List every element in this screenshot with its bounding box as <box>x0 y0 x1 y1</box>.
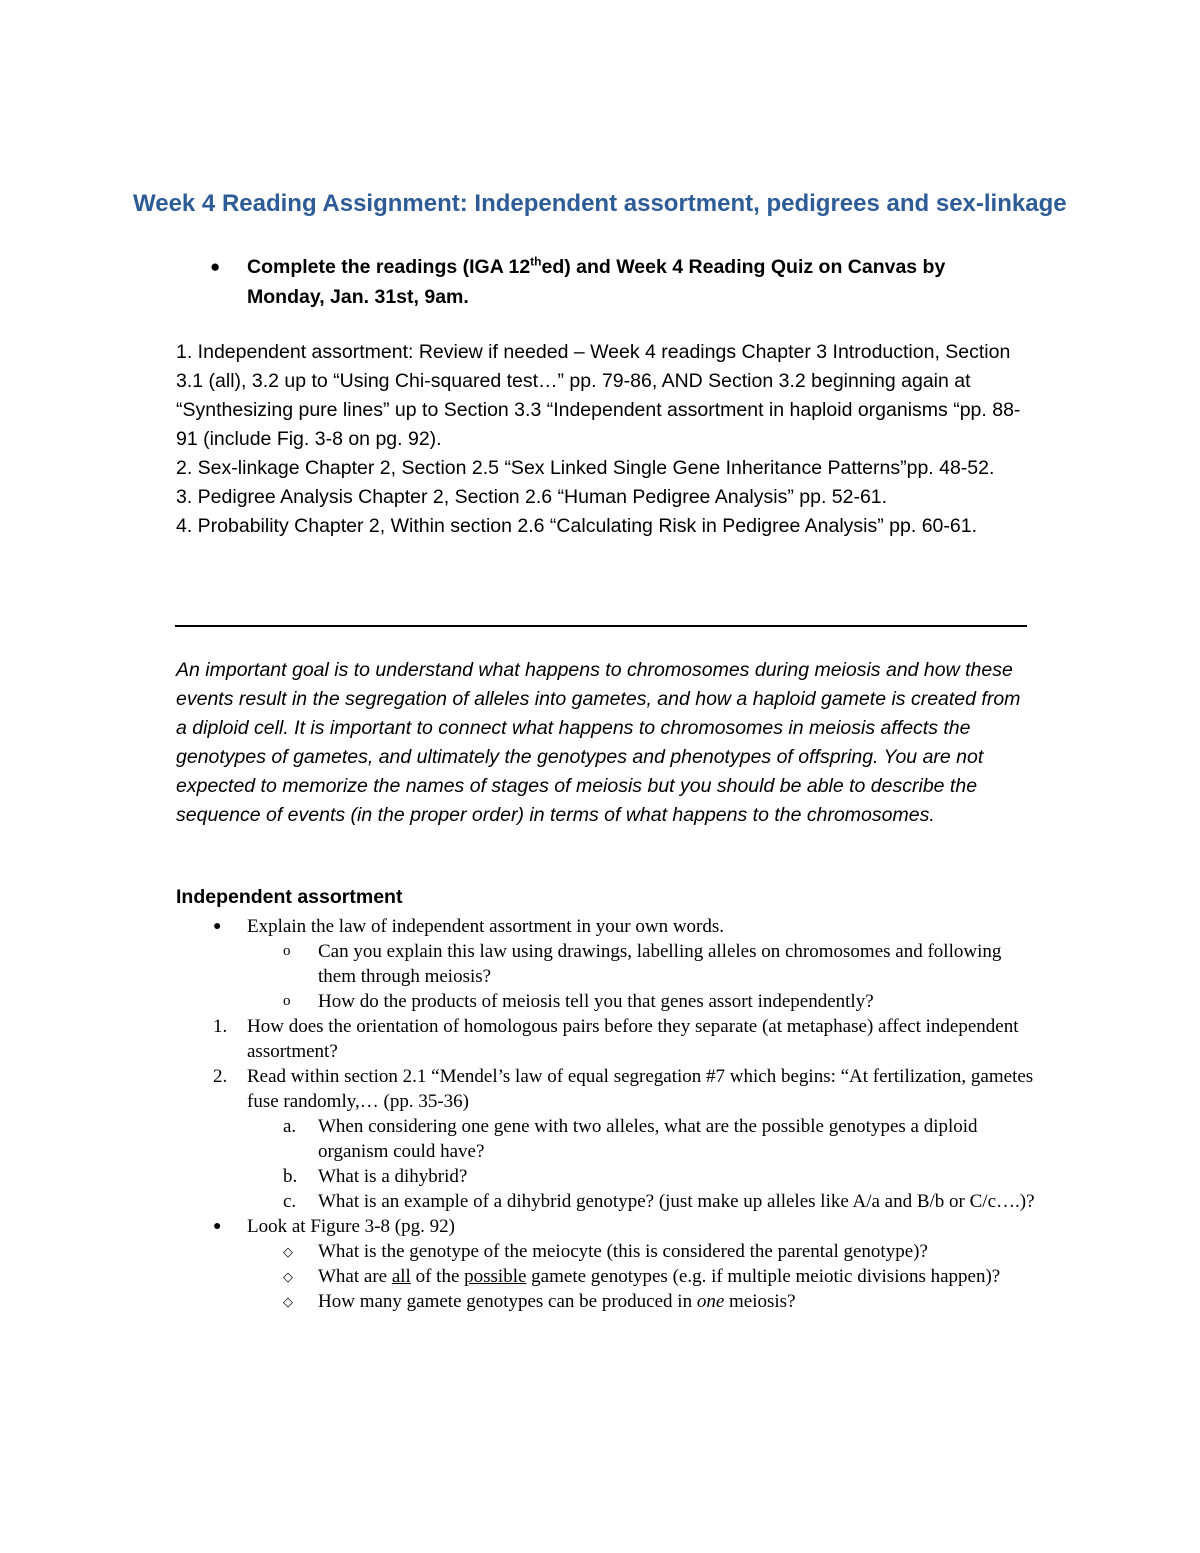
list-number: 2. <box>213 1066 228 1087</box>
list-item: ◇ How many gamete genotypes can be produced in one meiosis? <box>283 1291 796 1312</box>
list-item: o Can you explain this law using drawings, labelling alleles on chromosomes and following them through meiosis? <box>283 941 1002 987</box>
list-item: c. What is an example of a dihybrid genotype? (just make up alleles like A/a and B/b or C/c….)? <box>283 1191 1035 1212</box>
reading-item-2: 2. Sex-linkage Chapter 2, Section 2.5 “Sex Linked Single Gene Inheritance Patterns”pp. 48-52. <box>176 457 995 479</box>
hollow-bullet-icon: o <box>283 943 291 959</box>
diamond-bullet-icon: ◇ <box>283 1244 293 1259</box>
section-heading: Independent assortment <box>176 886 403 908</box>
diamond-bullet-icon: ◇ <box>283 1269 293 1284</box>
reading-item-4: 4. Probability Chapter 2, Within section 2.6 “Calculating Risk in Pedigree Analysis” pp. 60-61. <box>176 515 977 537</box>
list-item: ◇ What is the genotype of the meiocyte (this is considered the parental genotype)? <box>283 1241 928 1262</box>
list-item: ● Explain the law of independent assortment in your own words. <box>213 916 725 937</box>
list-item: 2. Read within section 2.1 “Mendel’s law of equal segregation #7 which begins: “At fertilization, gametes fuse randomly,… (pp. 35-36) <box>213 1066 1034 1112</box>
list-number: 1. <box>213 1016 228 1037</box>
list-item: a. When considering one gene with two alleles, what are the possible genotypes a diploid organism could have? <box>283 1116 978 1162</box>
bullet-icon: ● <box>213 1219 222 1234</box>
reading-list <box>176 338 1026 541</box>
question-list <box>176 914 1036 1314</box>
reading-item-1: 1. Independent assortment: Review if needed – Week 4 readings Chapter 3 Introduction, Section 3.1 (all), 3.2 up to “Using Chi-squared test…” pp. 79-86, AND Section 3.2 beginning again at “Synthesizing pure lines” up to Section 3.3 “Independent assortment in haploid organisms “pp. 88-91 (include Fig. 3-8 on pg. 92). <box>176 341 1021 450</box>
list-letter: b. <box>283 1166 298 1187</box>
list-item: o How do the products of meiosis tell you that genes assort independently? <box>283 991 874 1012</box>
reading-item-3: 3. Pedigree Analysis Chapter 2, Section 2.6 “Human Pedigree Analysis” pp. 52-61. <box>176 486 888 508</box>
deadline-text: Complete the readings (IGA 12thed) and Week 4 Reading Quiz on Canvas by Monday, Jan. 31st, 9am. <box>247 254 946 308</box>
horizontal-divider <box>175 625 1027 627</box>
hollow-bullet-icon: o <box>283 993 291 1009</box>
list-item: b. What is a dihybrid? <box>283 1166 468 1187</box>
bullet-icon: ● <box>213 919 222 934</box>
list-item: ◇ What are all of the possible gamete genotypes (e.g. if multiple meiotic divisions happen)? <box>283 1266 1001 1287</box>
deadline-bullet-item <box>210 252 1010 312</box>
diamond-bullet-icon: ◇ <box>283 1294 293 1309</box>
goal-paragraph: An important goal is to understand what happens to chromosomes during meiosis and how these events result in the segregation of alleles into gametes, and how a haploid gamete is created from a diploid cell. It is important to connect what happens to chromosomes in meiosis affects the genotypes of gametes, and ultimately the genotypes and phenotypes of offspring. You are not expected to memorize the names of stages of meiosis but you should be able to describe the sequence of events (in the proper order) in terms of what happens to the chromosomes. <box>176 659 1021 826</box>
bullet-icon: ● <box>210 257 221 276</box>
page-title: Week 4 Reading Assignment: Independent assortment, pedigrees and sex-linkage <box>133 190 1067 217</box>
list-letter: a. <box>283 1116 297 1137</box>
list-item: 1. How does the orientation of homologous pairs before they separate (at metaphase) affect independent assortment? <box>213 1016 1019 1062</box>
list-letter: c. <box>283 1191 297 1212</box>
list-item: ● Look at Figure 3-8 (pg. 92) <box>213 1216 455 1237</box>
